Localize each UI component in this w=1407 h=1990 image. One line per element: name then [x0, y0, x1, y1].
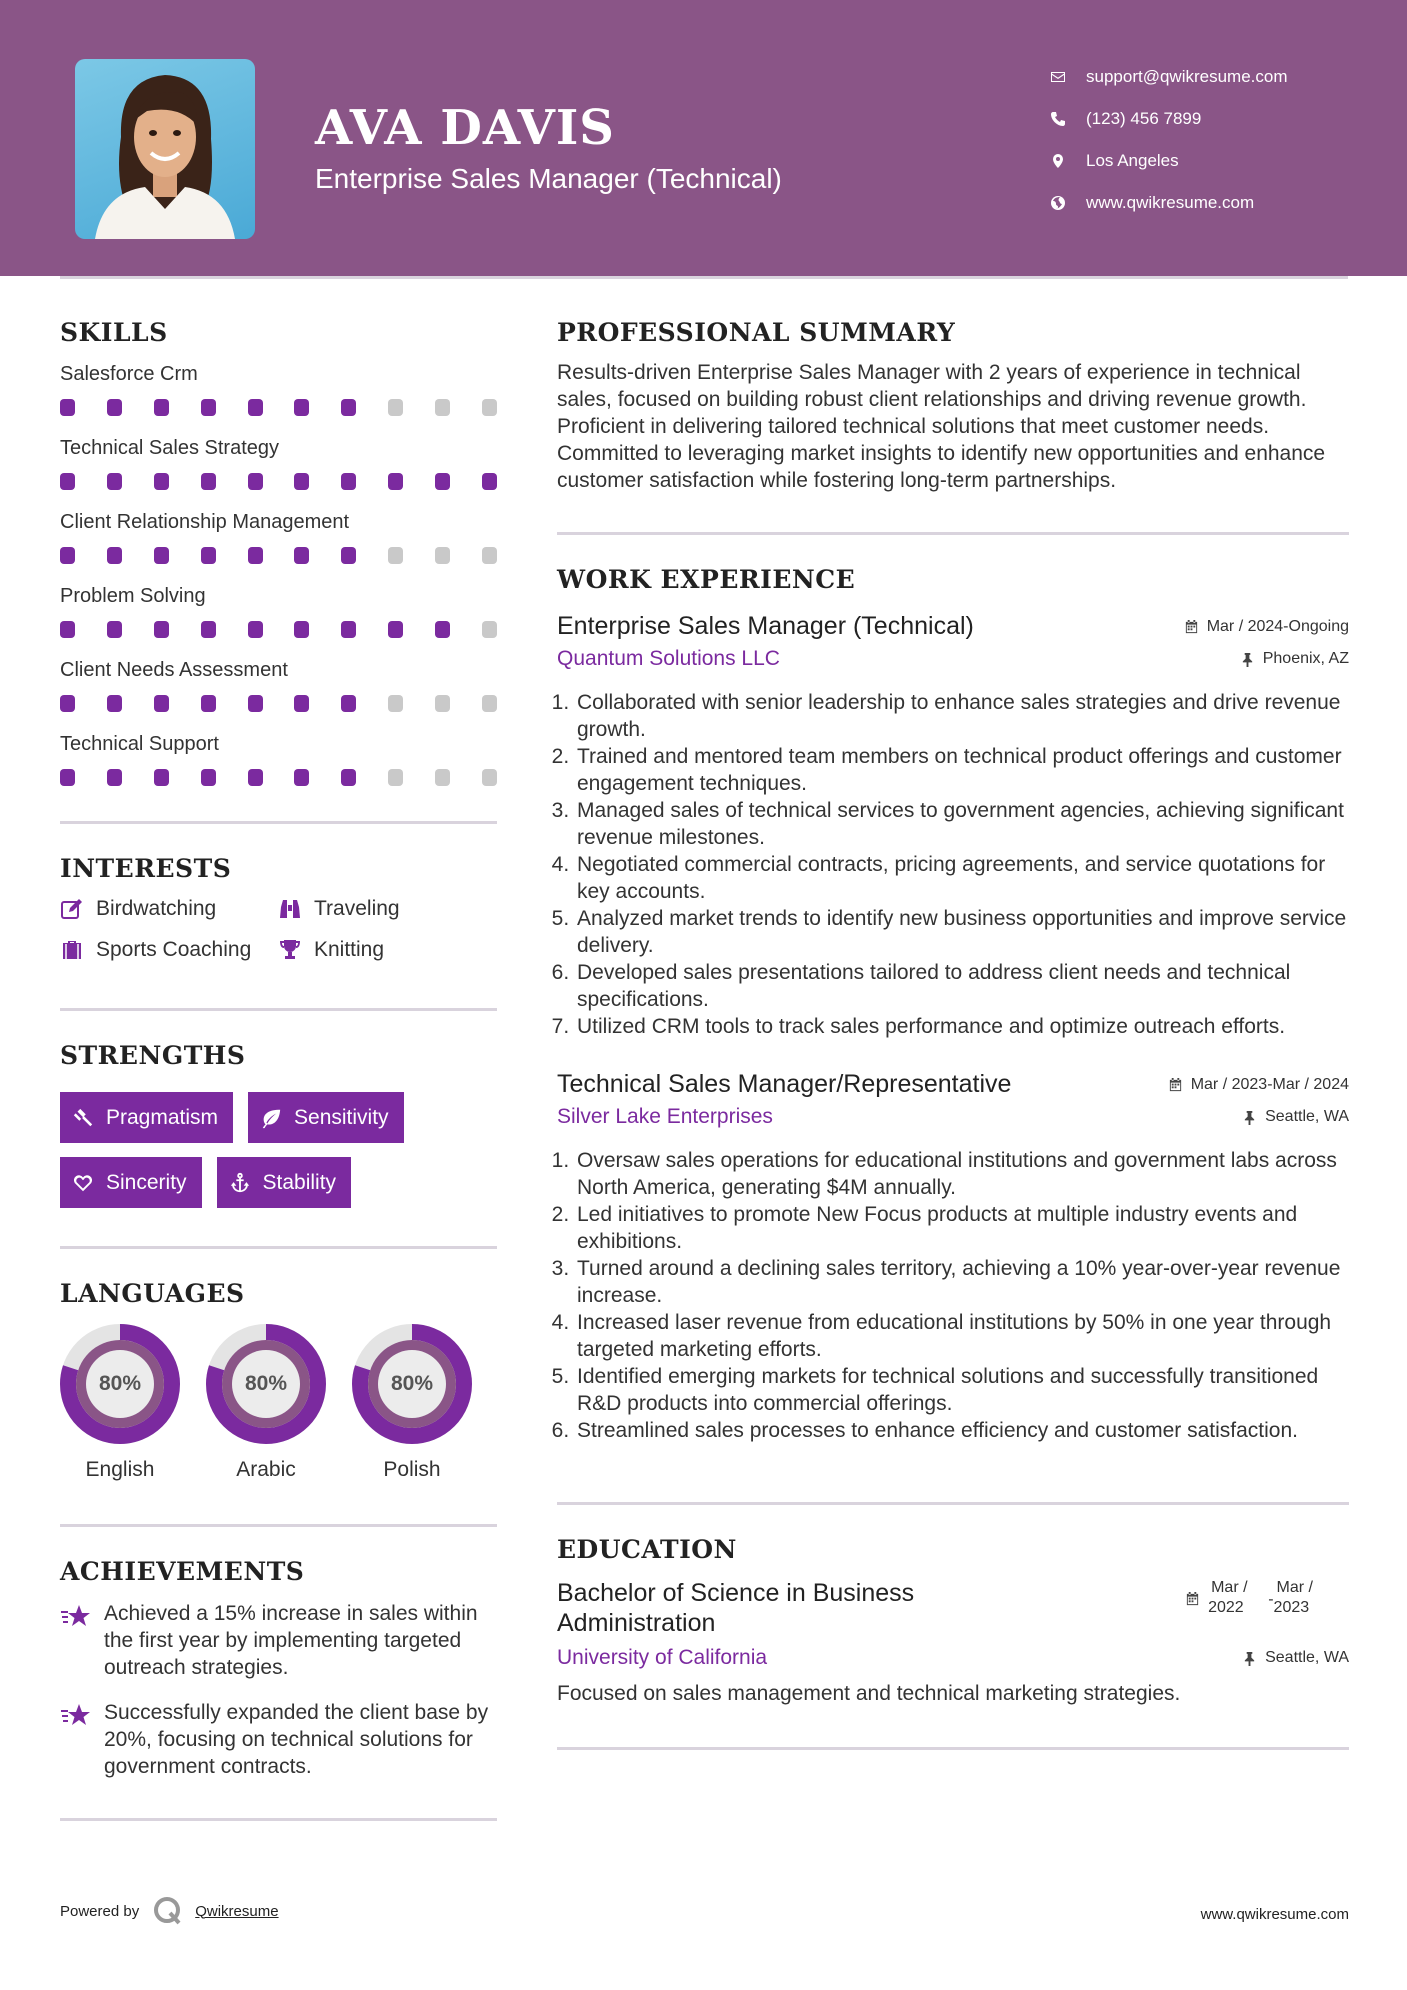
interest-label: Birdwatching	[96, 897, 217, 920]
section-divider	[60, 1524, 497, 1527]
contact-location	[1050, 140, 1288, 182]
job-bullet: 6. Developed sales presentations tailored to address client needs and technical specifications.	[575, 959, 1349, 1013]
education-end	[1274, 1578, 1313, 1618]
job-bullet: 2. Led initiatives to promote New Focus products at multiple industry events and exhibitions.	[575, 1201, 1349, 1255]
skill-dot-filled	[294, 473, 309, 490]
contact-list	[1050, 56, 1288, 224]
interest-item	[278, 938, 497, 962]
language-name: English	[85, 1458, 155, 1481]
job-bullet: 4. Increased laser revenue from educational institutions by 50% in one year through targeted marketing efforts.	[575, 1309, 1349, 1363]
skill-dot-empty	[482, 547, 497, 564]
skill-dot-empty	[435, 769, 450, 786]
skill-dot-filled	[248, 547, 263, 564]
interest-item	[278, 897, 497, 921]
skill-dot-filled	[248, 769, 263, 786]
interest-label: Knitting	[314, 938, 385, 961]
degree-line: Bachelor of Science in Business	[557, 1579, 915, 1607]
job-bullet: 1. Oversaw sales operations for educational institutions and government labs across North America, generating $4M annually.	[575, 1147, 1349, 1201]
envelope-icon	[1050, 69, 1086, 85]
skill-item	[60, 431, 497, 503]
languages-list	[60, 1324, 497, 1482]
skill-dot-filled	[154, 473, 169, 490]
skill-dot-filled	[341, 769, 356, 786]
contact-website	[1050, 182, 1288, 224]
skill-dot-filled	[154, 399, 169, 416]
contact-phone-text: (123) 456 7899	[1086, 109, 1202, 128]
achievement-text: Successfully expanded the client base by 20%, focusing on technical solutions for government contracts.	[104, 1701, 489, 1778]
star-icon	[60, 1600, 104, 1681]
contact-location-text: Los Angeles	[1086, 151, 1179, 170]
interest-item	[60, 938, 278, 962]
suitcase-icon	[60, 938, 96, 962]
contact-email-text: support@qwikresume.com	[1086, 67, 1288, 86]
qwikresume-logo-icon	[153, 1896, 183, 1926]
section-divider	[60, 1008, 497, 1011]
skill-dot-empty	[482, 399, 497, 416]
skill-dot-empty	[388, 399, 403, 416]
education-start	[1208, 1578, 1247, 1618]
skill-dot-filled	[341, 547, 356, 564]
skill-dot-filled	[60, 399, 75, 416]
skill-dot-empty	[435, 399, 450, 416]
contact-phone	[1050, 98, 1288, 140]
contact-email	[1050, 56, 1288, 98]
education-heading: EDUCATION	[557, 1535, 737, 1564]
heart-icon	[72, 1172, 106, 1194]
skill-dot-filled	[201, 473, 216, 490]
skill-dot-filled	[107, 473, 122, 490]
job-bullet: 2. Trained and mentored team members on technical product offerings and customer engagement techniques.	[575, 743, 1349, 797]
achievements-list	[60, 1600, 497, 1780]
skill-dot-filled	[60, 621, 75, 638]
skill-dot-filled	[341, 621, 356, 638]
skill-dot-filled	[201, 621, 216, 638]
language-item	[352, 1324, 472, 1482]
job-location	[1240, 650, 1349, 668]
job-bullet: 4. Negotiated commercial contracts, pricing agreements, and service quotations for key accounts.	[575, 851, 1349, 905]
skill-dot-filled	[294, 621, 309, 638]
skill-item	[60, 505, 497, 577]
strength-tag	[60, 1157, 202, 1208]
achievements-heading: ACHIEVEMENTS	[60, 1557, 305, 1586]
profile-photo	[75, 59, 255, 239]
job-title: Technical Sales Manager/Representative	[557, 1070, 1012, 1098]
language-percent: 80%	[98, 1372, 142, 1395]
skill-dot-filled	[248, 695, 263, 712]
job-bullet: 5. Identified emerging markets for technical solutions and successfully transitioned R&D products into commercial offerings.	[575, 1363, 1349, 1417]
candidate-role: Enterprise Sales Manager (Technical)	[315, 163, 782, 194]
job-bullets	[557, 689, 1349, 1040]
skill-dot-filled	[294, 547, 309, 564]
calendar-icon	[1184, 619, 1199, 634]
language-percent: 80%	[244, 1372, 288, 1395]
skill-rating	[60, 687, 497, 725]
achievement-item	[60, 1600, 497, 1681]
pushpin-icon	[1240, 652, 1255, 667]
job-bullet: 7. Utilized CRM tools to track sales performance and optimize outreach efforts.	[575, 1013, 1349, 1040]
section-divider	[60, 1818, 497, 1821]
skill-dot-filled	[201, 399, 216, 416]
left-column	[60, 318, 497, 1821]
language-percent: 80%	[390, 1372, 434, 1395]
skill-dot-filled	[482, 473, 497, 490]
degree-line: Administration	[557, 1609, 716, 1637]
strengths-list	[60, 1092, 497, 1208]
phone-icon	[1050, 111, 1086, 127]
job-entry	[557, 612, 1349, 1040]
skill-name: Technical Sales Strategy	[60, 437, 280, 459]
interest-label: Sports Coaching	[96, 938, 252, 961]
binoculars-icon	[278, 897, 314, 921]
skill-dot-filled	[107, 399, 122, 416]
skill-name: Problem Solving	[60, 585, 206, 607]
job-bullet: 6. Streamlined sales processes to enhance efficiency and customer satisfaction.	[575, 1417, 1349, 1444]
header-divider	[60, 276, 1348, 279]
language-name: Arabic	[236, 1458, 296, 1481]
skill-dot-filled	[154, 621, 169, 638]
skill-name: Client Needs Assessment	[60, 659, 288, 681]
skill-dot-filled	[388, 621, 403, 638]
language-item	[60, 1324, 180, 1482]
language-ring	[60, 1324, 180, 1444]
globe-icon	[1050, 195, 1086, 211]
skill-name: Client Relationship Management	[60, 511, 350, 533]
job-company: Silver Lake Enterprises	[557, 1105, 773, 1128]
skill-rating	[60, 613, 497, 651]
skill-dot-filled	[60, 769, 75, 786]
star-icon	[60, 1699, 104, 1780]
skill-dot-filled	[341, 473, 356, 490]
pushpin-icon	[1242, 1110, 1257, 1125]
education-dates	[1185, 1578, 1313, 1618]
job-company: Quantum Solutions LLC	[557, 647, 780, 670]
interests-list	[60, 897, 497, 962]
skill-dot-empty	[388, 547, 403, 564]
skill-dot-filled	[201, 695, 216, 712]
job-entry	[557, 1070, 1349, 1444]
education-location-text: Seattle, WA	[1265, 1649, 1349, 1666]
skill-dot-filled	[60, 473, 75, 490]
footer-branding	[60, 1896, 279, 1926]
job-bullet: 5. Analyzed market trends to identify new business opportunities and improve service delivery.	[575, 905, 1349, 959]
gavel-icon	[72, 1107, 106, 1129]
job-dates	[1168, 1076, 1349, 1094]
skill-item	[60, 653, 497, 725]
right-column	[557, 318, 1349, 1750]
job-bullet: 3. Turned around a declining sales territory, achieving a 10% year-over-year revenue increase.	[575, 1255, 1349, 1309]
job-location	[1242, 1108, 1349, 1126]
skill-dot-filled	[388, 473, 403, 490]
degree-title	[557, 1578, 914, 1638]
strengths-heading: STRENGTHS	[60, 1041, 246, 1070]
achievement-text: Achieved a 15% increase in sales within the first year by implementing targeted outreach strategies.	[104, 1602, 478, 1679]
skill-dot-filled	[154, 547, 169, 564]
achievement-item	[60, 1699, 497, 1780]
education-start-line: 2022	[1208, 1599, 1244, 1616]
strength-tag	[248, 1092, 404, 1143]
skill-dot-filled	[341, 399, 356, 416]
skill-dot-filled	[201, 547, 216, 564]
strength-tag	[60, 1092, 233, 1143]
job-location-text: Phoenix, AZ	[1262, 650, 1349, 667]
strength-label: Sincerity	[106, 1170, 187, 1194]
skill-dot-filled	[107, 547, 122, 564]
job-dates-text: Mar / 2023-Mar / 2024	[1190, 1075, 1349, 1093]
skill-dot-filled	[294, 399, 309, 416]
skill-dot-filled	[107, 695, 122, 712]
education-location	[1242, 1649, 1349, 1667]
skill-dot-empty	[482, 769, 497, 786]
job-dates-text: Mar / 2024-Ongoing	[1206, 617, 1349, 635]
education-start-line: Mar /	[1211, 1579, 1248, 1596]
education-date-separator: -	[1268, 1591, 1274, 1608]
skill-dot-filled	[154, 695, 169, 712]
education-end-line: Mar /	[1276, 1579, 1313, 1596]
section-divider	[557, 1502, 1349, 1505]
skill-dot-filled	[294, 695, 309, 712]
candidate-name: AVA DAVIS	[315, 100, 615, 156]
skill-rating	[60, 539, 497, 577]
job-bullet: 3. Managed sales of technical services to government agencies, achieving significant revenue milestones.	[575, 797, 1349, 851]
section-divider	[60, 821, 497, 824]
job-dates	[1184, 618, 1349, 636]
resume-header	[0, 0, 1407, 276]
pencil-square-icon	[60, 897, 96, 921]
skill-dot-filled	[435, 473, 450, 490]
section-divider	[557, 1747, 1349, 1750]
skill-dot-filled	[107, 621, 122, 638]
skills-list	[60, 357, 497, 799]
skill-dot-filled	[341, 695, 356, 712]
skill-dot-empty	[482, 621, 497, 638]
section-divider	[60, 1246, 497, 1249]
language-ring	[206, 1324, 326, 1444]
interest-item	[60, 897, 278, 921]
education-end-line: 2023	[1273, 1599, 1310, 1616]
job-title: Enterprise Sales Manager (Technical)	[557, 612, 974, 640]
skill-dot-filled	[248, 473, 263, 490]
summary-heading: PROFESSIONAL SUMMARY	[557, 318, 956, 347]
language-ring	[352, 1324, 472, 1444]
powered-by-text: Powered by	[60, 1902, 140, 1920]
skill-dot-filled	[60, 695, 75, 712]
languages-heading: LANGUAGES	[60, 1279, 245, 1308]
calendar-icon	[1168, 1077, 1183, 1092]
skill-item	[60, 579, 497, 651]
summary-text: Results-driven Enterprise Sales Manager with 2 years of experience in technical sales, focused on building robust client relationships and driving revenue growth. Proficient in delivering tailored technical solutions that meet customer needs. Committed to leveraging market insights to identify new opportunities and enhance customer satisfaction while fostering long-term partnerships.	[557, 361, 1326, 492]
language-item	[206, 1324, 326, 1482]
footer-url[interactable]: www.qwikresume.com	[1200, 1906, 1349, 1923]
skill-rating	[60, 391, 497, 429]
strength-label: Sensitivity	[294, 1105, 389, 1129]
section-divider	[557, 532, 1349, 535]
brand-link[interactable]: Qwikresume	[195, 1902, 279, 1920]
skill-dot-empty	[388, 695, 403, 712]
pushpin-icon	[1242, 1651, 1257, 1666]
skill-rating	[60, 465, 497, 503]
anchor-icon	[229, 1172, 263, 1194]
job-location-text: Seattle, WA	[1265, 1108, 1349, 1125]
calendar-icon	[1185, 1591, 1200, 1606]
skill-rating	[60, 761, 497, 799]
experience-heading: WORK EXPERIENCE	[557, 565, 856, 594]
skill-dot-filled	[154, 769, 169, 786]
skills-heading: SKILLS	[60, 318, 168, 347]
skill-dot-filled	[294, 769, 309, 786]
skill-name: Salesforce Crm	[60, 363, 198, 385]
skill-item	[60, 357, 497, 429]
strength-label: Pragmatism	[106, 1105, 219, 1129]
skill-name: Technical Support	[60, 733, 219, 755]
skill-dot-filled	[248, 621, 263, 638]
interest-label: Traveling	[314, 897, 400, 920]
language-name: Polish	[383, 1458, 441, 1481]
skill-dot-filled	[435, 621, 450, 638]
education-description: Focused on sales management and technical marketing strategies.	[557, 1682, 1181, 1705]
strength-tag	[217, 1157, 352, 1208]
skill-dot-filled	[201, 769, 216, 786]
education-entry	[557, 1578, 1349, 1707]
school-name: University of California	[557, 1646, 768, 1669]
skill-dot-empty	[388, 769, 403, 786]
skill-dot-empty	[482, 695, 497, 712]
skill-dot-empty	[435, 695, 450, 712]
interests-heading: INTERESTS	[60, 854, 232, 883]
contact-website-text: www.qwikresume.com	[1086, 193, 1255, 212]
map-pin-icon	[1050, 153, 1086, 169]
skill-dot-filled	[248, 399, 263, 416]
skill-dot-empty	[435, 547, 450, 564]
leaf-icon	[260, 1107, 294, 1129]
job-bullet: 1. Collaborated with senior leadership to enhance sales strategies and drive revenue growth.	[575, 689, 1349, 743]
trophy-icon	[278, 938, 314, 962]
skill-dot-filled	[60, 547, 75, 564]
job-bullets	[557, 1147, 1349, 1444]
skill-item	[60, 727, 497, 799]
skill-dot-filled	[107, 769, 122, 786]
strength-label: Stability	[262, 1170, 337, 1194]
